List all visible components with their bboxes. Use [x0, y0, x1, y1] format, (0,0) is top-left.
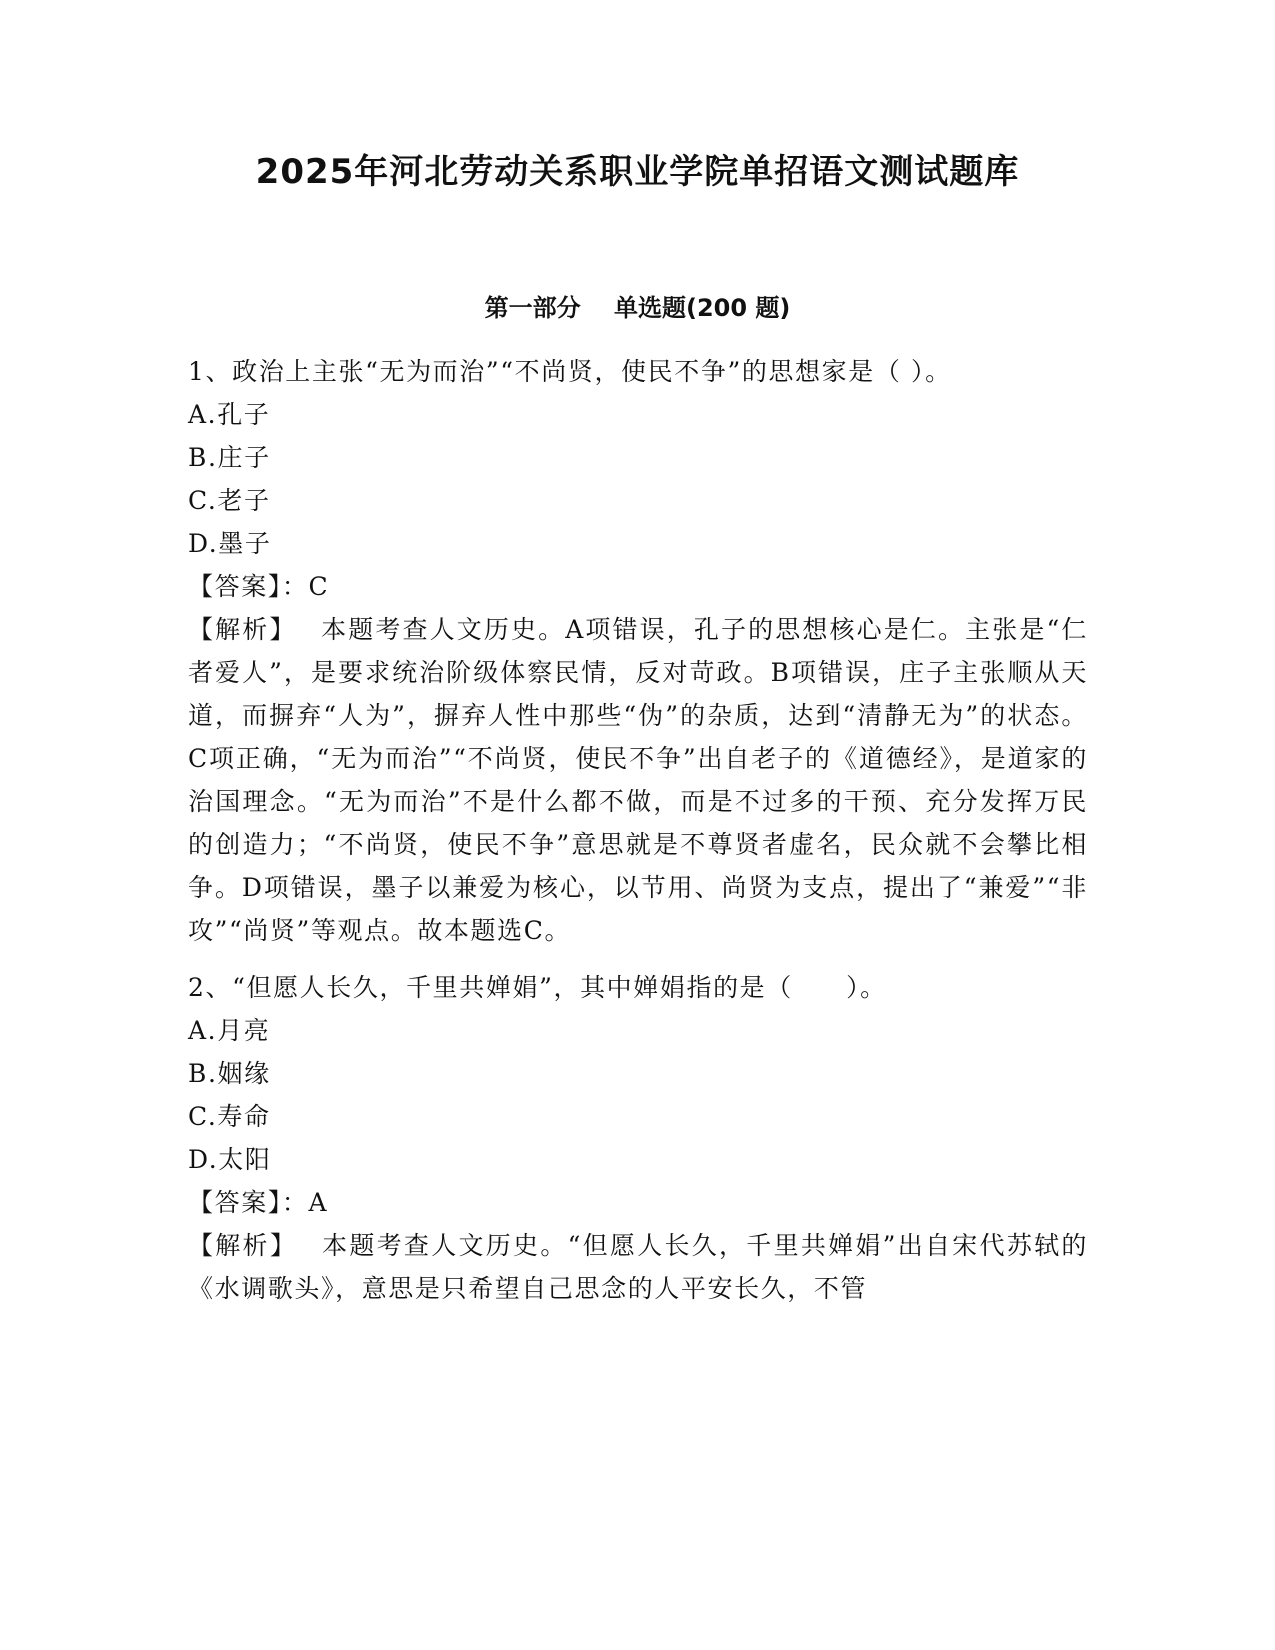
analysis-label: 【解析】: [188, 1231, 285, 1260]
option-a: A.月亮: [188, 1016, 271, 1045]
document-title: 2025年河北劳动关系职业学院单招语文测试题库: [255, 152, 1020, 192]
section-title: 第一部分 单选题(200 题): [484, 294, 791, 322]
question-item: [188, 350, 1088, 952]
answer-value: A: [308, 1188, 329, 1217]
answer-line: [188, 1181, 1088, 1224]
option-a: A.孔子: [188, 400, 271, 429]
option-c: C.老子: [188, 486, 271, 515]
question-item: [188, 966, 1088, 1310]
question-stem: 2、“但愿人长久，千里共婵娟”，其中婵娟指的是（ ）。: [188, 973, 887, 1002]
question-list: [188, 350, 1088, 1324]
analysis-text: 本题考查人文历史。A项错误，孔子的思想核心是仁。主张是“仁者爱人”，是要求统治阶级体察民情，反对苛政。B项错误，庄子主张顺从天道，而摒弃“人为”，摒弃人性中那些“伪”的杂质，达到“清静无为”的状态。C项正确，“无为而治”“不尚贤，使民不争”出自老子的《道德经》，是道家的治国理念。“无为而治”不是什么都不做，而是不过多的干预、充分发挥万民的创造力；“不尚贤，使民不争”意思就是不尊贤者虚名，民众就不会攀比相争。D项错误，墨子以兼爱为核心，以节用、尚贤为支点，提出了“兼爱”“非攻”“尚贤”等观点。故本题选C。: [188, 615, 1088, 945]
answer-line: [188, 565, 1088, 608]
analysis-paragraph: [188, 608, 1088, 952]
analysis-paragraph: [188, 1224, 1088, 1310]
analysis-text: 本题考查人文历史。“但愿人长久，千里共婵娟”出自宋代苏轼的《水调歌头》，意思是只希望自己思念的人平安长久，不管: [188, 1231, 1088, 1303]
option-b: B.姻缘: [188, 1059, 271, 1088]
option-d: D.太阳: [188, 1145, 272, 1174]
answer-label: 【答案】：: [188, 572, 309, 601]
analysis-label: 【解析】: [188, 615, 284, 644]
answer-value: C: [308, 572, 330, 601]
question-stem: 1、政治上主张“无为而治”“不尚贤，使民不争”的思想家是（ ）。: [188, 357, 952, 386]
option-d: D.墨子: [188, 529, 272, 558]
option-c: C.寿命: [188, 1102, 271, 1131]
option-b: B.庄子: [188, 443, 271, 472]
answer-label: 【答案】：: [188, 1188, 309, 1217]
